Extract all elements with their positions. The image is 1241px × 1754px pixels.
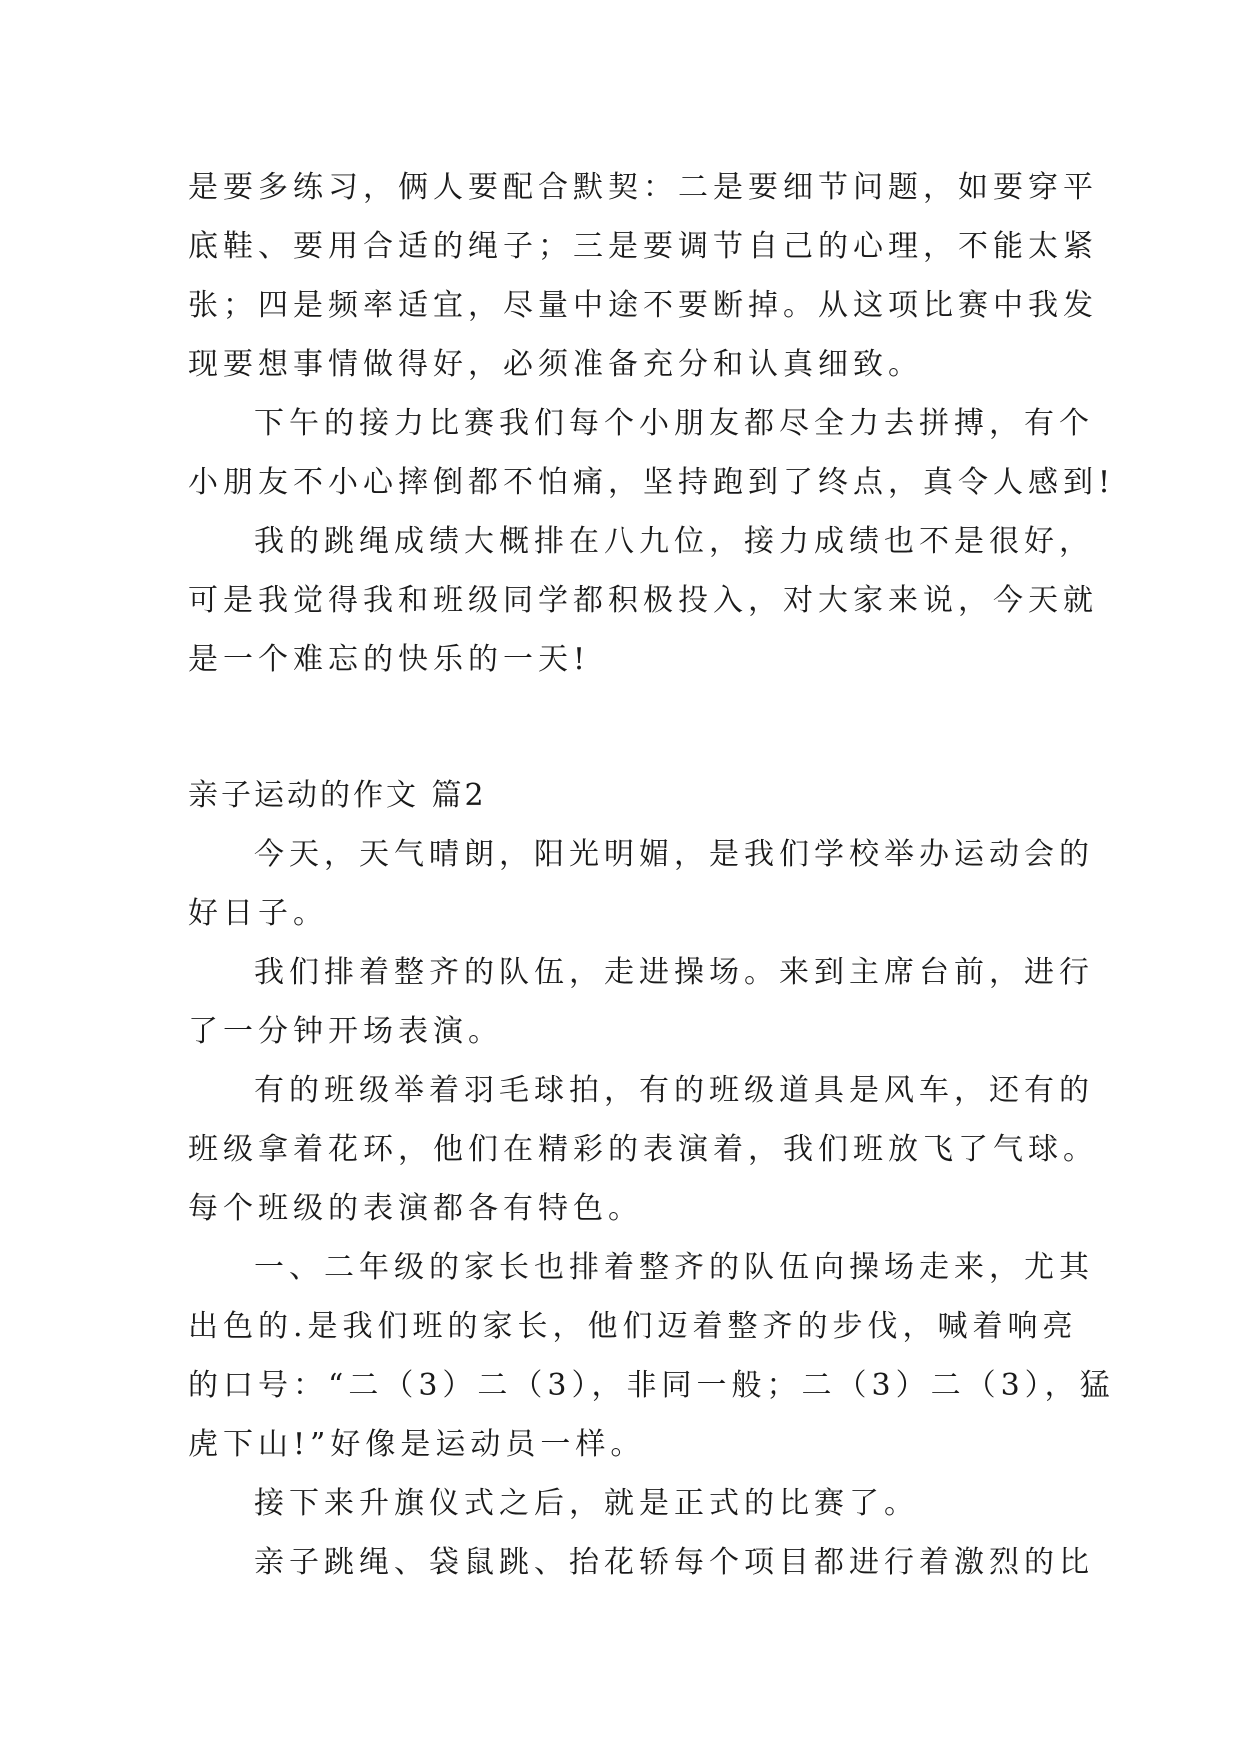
- text-line: 的口号：“二（3）二（3），非同一般；二（3）二（3），猛: [188, 1368, 1115, 1403]
- paragraph-march: [188, 943, 1094, 1061]
- text-line: 班级拿着花环，他们在精彩的表演着，我们班放飞了气球。: [188, 1132, 1098, 1167]
- text-line: 下午的接力比赛我们每个小朋友都尽全力去拼搏，有个: [254, 406, 1094, 441]
- text-line: 底鞋、要用合适的绳子；三是要调节自己的心理，不能太紧: [188, 229, 1098, 264]
- paragraph-results: [188, 512, 1098, 689]
- text-line: 好日子。: [188, 896, 328, 931]
- text-line: 每个班级的表演都各有特色。: [188, 1191, 643, 1226]
- paragraph-flag-raising: [188, 1474, 1068, 1533]
- text-line: 了一分钟开场表演。: [188, 1014, 503, 1049]
- text-line: 张；四是频率适宜，尽量中途不要断掉。从这项比赛中我发: [188, 288, 1098, 323]
- text-line: 接下来升旗仪式之后，就是正式的比赛了。: [254, 1486, 919, 1521]
- paragraph-weather: [188, 825, 1094, 943]
- text-line: 现要想事情做得好，必须准备充分和认真细致。: [188, 347, 923, 382]
- text-line: 是一个难忘的快乐的一天!: [188, 642, 591, 677]
- paragraph-relay: [188, 394, 1116, 512]
- paragraph-parents: [188, 1238, 1115, 1474]
- paragraph-events: [188, 1533, 1094, 1592]
- text-line: 我的跳绳成绩大概排在八九位，接力成绩也不是很好，: [254, 524, 1094, 559]
- text-line: 虎下山!”好像是运动员一样。: [188, 1427, 646, 1462]
- text-line: 可是我觉得我和班级同学都积极投入，对大家来说，今天就: [188, 583, 1098, 618]
- text-line: 出色的.是我们班的家长，他们迈着整齐的步伐，喊着响亮: [188, 1309, 1078, 1344]
- text-line: 小朋友不小心摔倒都不怕痛，坚持跑到了终点，真令人感到!: [188, 465, 1116, 500]
- text-line: 一、二年级的家长也排着整齐的队伍向操场走来，尤其: [254, 1250, 1094, 1285]
- section-heading: 亲子运动的作文 篇2: [188, 778, 487, 813]
- text-line: 是要多练习，俩人要配合默契：二是要细节问题，如要穿平: [188, 170, 1098, 205]
- text-line: 有的班级举着羽毛球拍，有的班级道具是风车，还有的: [254, 1073, 1094, 1108]
- paragraph-continuation: [188, 158, 1098, 394]
- article-body: [188, 158, 1116, 1592]
- text-line: 今天，天气晴朗，阳光明媚，是我们学校举办运动会的: [254, 837, 1094, 872]
- paragraph-performance: [188, 1061, 1098, 1238]
- text-line: 我们排着整齐的队伍，走进操场。来到主席台前，进行: [254, 955, 1094, 990]
- text-line: 亲子跳绳、袋鼠跳、抬花轿每个项目都进行着激烈的比: [254, 1545, 1094, 1580]
